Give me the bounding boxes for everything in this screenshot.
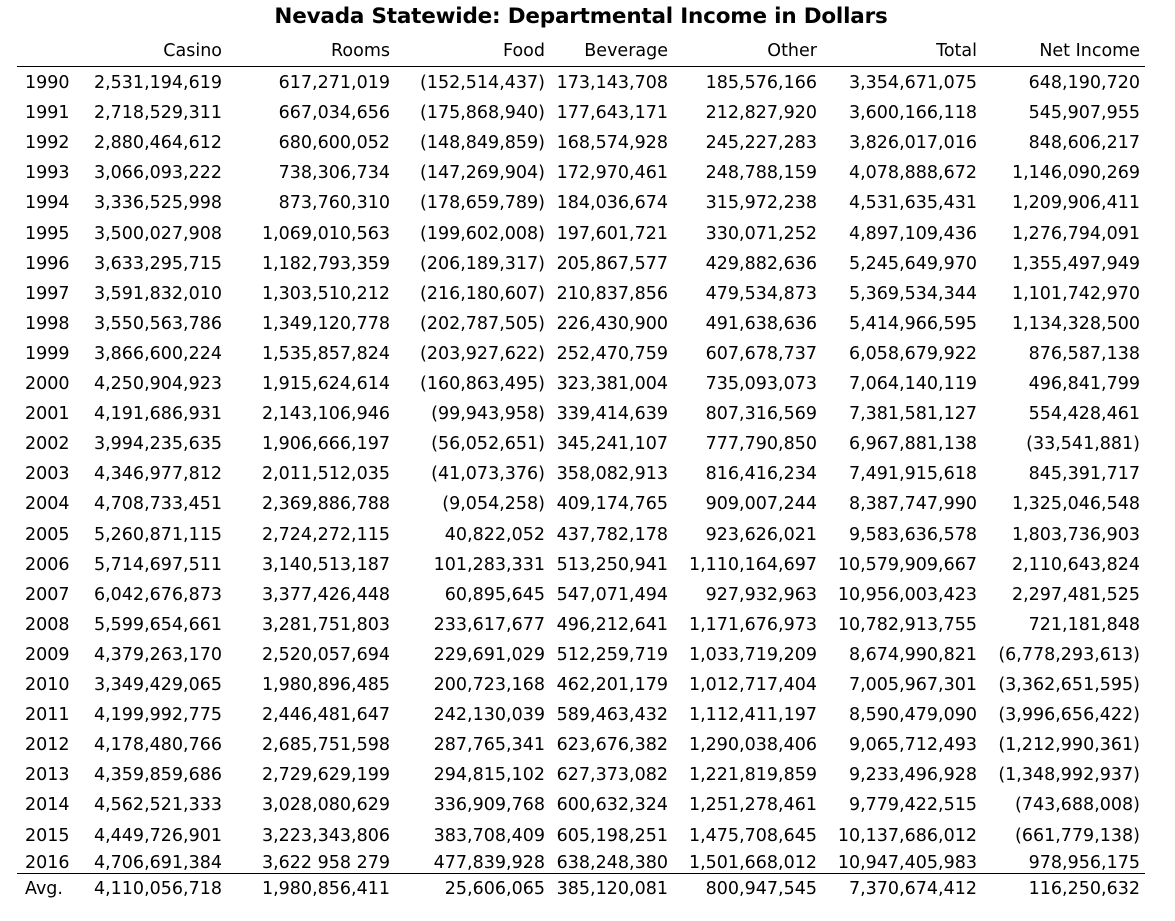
- cell-beverage: 205,867,577: [556, 253, 668, 274]
- table-row: [17, 581, 1145, 609]
- cell-beverage: 226,430,900: [556, 313, 668, 334]
- cell-rooms: 667,034,656: [278, 103, 390, 124]
- cell-beverage: 547,071,494: [556, 584, 668, 605]
- cell-food: 477,839,928: [433, 852, 545, 873]
- cell-food: (216,180,607): [420, 283, 545, 304]
- cell-other: 212,827,920: [705, 103, 817, 124]
- average-cell-other: 800,947,545: [705, 879, 817, 899]
- header-divider: [17, 66, 1145, 67]
- cell-total: 4,078,888,672: [848, 163, 977, 184]
- cell-total: 10,947,405,983: [837, 852, 977, 873]
- cell-year: 2005: [25, 524, 70, 545]
- cell-rooms: 1,915,624,614: [261, 374, 390, 394]
- cell-beverage: 184,036,674: [556, 193, 668, 214]
- cell-casino: 4,250,904,923: [93, 374, 222, 394]
- cell-beverage: 638,248,380: [556, 852, 668, 873]
- average-cell-rooms: 1,980,856,411: [261, 879, 390, 899]
- cell-total: 6,967,881,138: [848, 434, 977, 455]
- average-row: [17, 875, 1145, 903]
- cell-total: 8,387,747,990: [848, 494, 977, 515]
- cell-food: (41,073,376): [431, 464, 545, 485]
- cell-casino: 5,599,654,661: [93, 614, 222, 635]
- cell-net-income: (743,688,008): [1015, 795, 1140, 816]
- cell-other: 1,251,278,461: [688, 795, 817, 816]
- cell-food: 40,822,052: [444, 524, 545, 545]
- table-row: [17, 641, 1145, 669]
- cell-other: 816,416,234: [705, 464, 817, 485]
- cell-food: (147,269,904): [420, 163, 545, 184]
- cell-beverage: 496,212,641: [556, 614, 668, 635]
- cell-other: 1,012,717,404: [688, 675, 817, 695]
- cell-rooms: 1,906,666,197: [261, 434, 390, 455]
- cell-year: 2012: [25, 735, 70, 756]
- cell-food: 294,815,102: [433, 765, 545, 786]
- cell-total: 4,897,109,436: [848, 223, 977, 244]
- table-row: [17, 159, 1145, 187]
- table-row: [17, 430, 1145, 458]
- cell-total: 6,058,679,922: [848, 343, 977, 364]
- header-cell-beverage: Beverage: [584, 41, 668, 61]
- table-row: [17, 250, 1145, 278]
- cell-rooms: 1,069,010,563: [261, 223, 390, 244]
- average-label: Avg.: [25, 879, 63, 899]
- cell-rooms: 680,600,052: [278, 133, 390, 154]
- cell-total: 5,245,649,970: [848, 253, 977, 274]
- table-row: [17, 310, 1145, 338]
- cell-net-income: 978,956,175: [1028, 852, 1140, 873]
- cell-net-income: 1,209,906,411: [1011, 193, 1140, 214]
- cell-other: 330,071,252: [705, 223, 817, 244]
- cell-net-income: 1,803,736,903: [1011, 524, 1140, 545]
- cell-food: (206,189,317): [420, 253, 545, 274]
- cell-year: 2007: [25, 584, 70, 605]
- table-row: [17, 671, 1145, 699]
- cell-food: (199,602,008): [420, 223, 545, 244]
- cell-beverage: 323,381,004: [556, 374, 668, 394]
- cell-food: (56,052,651): [431, 434, 545, 455]
- cell-net-income: (3,362,651,595): [998, 675, 1140, 695]
- cell-net-income: 1,325,046,548: [1011, 494, 1140, 515]
- cell-food: (202,787,505): [420, 313, 545, 334]
- table-row: [17, 551, 1145, 579]
- cell-total: 5,369,534,344: [848, 283, 977, 304]
- cell-total: 7,064,140,119: [848, 374, 977, 394]
- cell-net-income: 2,297,481,525: [1011, 584, 1140, 605]
- cell-rooms: 1,182,793,359: [261, 253, 390, 274]
- cell-net-income: 1,355,497,949: [1011, 253, 1140, 274]
- cell-other: 909,007,244: [705, 494, 817, 515]
- header-cell-food: Food: [503, 41, 545, 61]
- table-row: [17, 280, 1145, 308]
- cell-other: 491,638,636: [705, 313, 817, 334]
- cell-other: 807,316,569: [705, 404, 817, 425]
- cell-food: 242,130,039: [433, 705, 545, 726]
- cell-year: 1996: [25, 253, 70, 274]
- table-row: [17, 460, 1145, 488]
- cell-casino: 4,359,859,686: [93, 765, 222, 786]
- cell-beverage: 512,259,719: [556, 644, 668, 665]
- cell-rooms: 2,446,481,647: [261, 705, 390, 726]
- table-row: [17, 822, 1145, 850]
- cell-casino: 5,714,697,511: [93, 554, 222, 575]
- cell-food: 287,765,341: [433, 735, 545, 756]
- cell-rooms: 3,028,080,629: [261, 795, 390, 816]
- cell-casino: 5,260,871,115: [93, 524, 222, 545]
- cell-net-income: 2,110,643,824: [1011, 554, 1140, 575]
- cell-net-income: 496,841,799: [1028, 374, 1140, 394]
- cell-casino: 3,336,525,998: [93, 193, 222, 214]
- header-cell-net-income: Net Income: [1039, 41, 1140, 61]
- cell-food: 233,617,677: [433, 614, 545, 635]
- cell-rooms: 2,729,629,199: [261, 765, 390, 786]
- cell-year: 2013: [25, 765, 70, 786]
- cell-net-income: (33,541,881): [1026, 434, 1140, 455]
- cell-total: 7,381,581,127: [848, 404, 977, 425]
- cell-rooms: 2,143,106,946: [261, 404, 390, 425]
- cell-other: 315,972,238: [705, 193, 817, 214]
- cell-rooms: 738,306,734: [278, 163, 390, 184]
- table-row: [17, 69, 1145, 97]
- cell-net-income: 648,190,720: [1028, 73, 1140, 93]
- cell-casino: 4,191,686,931: [93, 404, 222, 425]
- cell-total: 9,779,422,515: [848, 795, 977, 816]
- cell-casino: 3,994,235,635: [93, 434, 222, 455]
- header-cell-year: [25, 37, 85, 65]
- cell-net-income: 1,146,090,269: [1011, 163, 1140, 184]
- cell-year: 2014: [25, 795, 70, 816]
- cell-beverage: 513,250,941: [556, 554, 668, 575]
- cell-net-income: 1,134,328,500: [1011, 313, 1140, 334]
- cell-net-income: 1,101,742,970: [1011, 283, 1140, 304]
- cell-total: 3,354,671,075: [848, 73, 977, 93]
- cell-casino: 4,708,733,451: [93, 494, 222, 515]
- cell-net-income: 721,181,848: [1028, 614, 1140, 635]
- cell-casino: 4,199,992,775: [93, 705, 222, 726]
- cell-year: 2002: [25, 434, 70, 455]
- cell-net-income: 848,606,217: [1028, 133, 1140, 154]
- cell-total: 10,782,913,755: [837, 614, 977, 635]
- cell-casino: 2,718,529,311: [93, 103, 222, 124]
- table-row: [17, 400, 1145, 428]
- cell-other: 1,110,164,697: [688, 554, 817, 575]
- cell-other: 1,221,819,859: [688, 765, 817, 786]
- cell-total: 9,065,712,493: [848, 735, 977, 756]
- cell-beverage: 605,198,251: [556, 825, 668, 846]
- cell-other: 185,576,166: [705, 73, 817, 93]
- cell-rooms: 1,980,896,485: [261, 675, 390, 695]
- cell-beverage: 627,373,082: [556, 765, 668, 786]
- cell-year: 2010: [25, 675, 70, 695]
- cell-beverage: 339,414,639: [556, 404, 668, 425]
- cell-food: 60,895,645: [444, 584, 545, 605]
- cell-food: (203,927,622): [420, 343, 545, 364]
- cell-total: 8,674,990,821: [848, 644, 977, 665]
- cell-total: 10,956,003,423: [837, 584, 977, 605]
- cell-year: 1999: [25, 343, 70, 364]
- cell-rooms: 2,685,751,598: [261, 735, 390, 756]
- cell-net-income: (3,996,656,422): [998, 705, 1140, 726]
- cell-food: (175,868,940): [420, 103, 545, 124]
- cell-beverage: 589,463,432: [556, 705, 668, 726]
- table-row: [17, 611, 1145, 639]
- cell-food: (152,514,437): [420, 73, 545, 93]
- cell-casino: 3,550,563,786: [93, 313, 222, 334]
- average-cell-beverage: 385,120,081: [556, 879, 668, 899]
- cell-year: 1997: [25, 283, 70, 304]
- cell-other: 1,112,411,197: [688, 705, 817, 726]
- cell-rooms: 3,223,343,806: [261, 825, 390, 846]
- cell-year: 2015: [25, 825, 70, 846]
- cell-casino: 4,379,263,170: [93, 644, 222, 665]
- header-cell-total: Total: [936, 41, 977, 61]
- table-row: [17, 791, 1145, 819]
- cell-beverage: 210,837,856: [556, 283, 668, 304]
- table-row: [17, 701, 1145, 729]
- cell-beverage: 252,470,759: [556, 343, 668, 364]
- table-row: [17, 370, 1145, 398]
- cell-beverage: 172,970,461: [556, 163, 668, 184]
- cell-beverage: 168,574,928: [556, 133, 668, 154]
- cell-beverage: 623,676,382: [556, 735, 668, 756]
- cell-year: 2011: [25, 705, 70, 726]
- cell-food: (99,943,958): [431, 404, 545, 425]
- cell-other: 777,790,850: [705, 434, 817, 455]
- cell-rooms: 2,369,886,788: [261, 494, 390, 515]
- cell-total: 9,233,496,928: [848, 765, 977, 786]
- cell-other: 245,227,283: [705, 133, 817, 154]
- cell-other: 429,882,636: [705, 253, 817, 274]
- cell-casino: 2,880,464,612: [93, 133, 222, 154]
- cell-net-income: 545,907,955: [1028, 103, 1140, 124]
- cell-total: 4,531,635,431: [848, 193, 977, 214]
- cell-casino: 4,562,521,333: [93, 795, 222, 816]
- cell-year: 1994: [25, 193, 70, 214]
- cell-net-income: (6,778,293,613): [998, 644, 1140, 665]
- cell-total: 9,583,636,578: [848, 524, 977, 545]
- cell-year: 1993: [25, 163, 70, 184]
- cell-rooms: 3,140,513,187: [261, 554, 390, 575]
- cell-rooms: 3,281,751,803: [261, 614, 390, 635]
- cell-total: 8,590,479,090: [848, 705, 977, 726]
- table-row: [17, 189, 1145, 217]
- cell-casino: 4,449,726,901: [93, 825, 222, 846]
- cell-year: 1995: [25, 223, 70, 244]
- cell-food: (9,054,258): [442, 494, 545, 515]
- cell-rooms: 1,535,857,824: [261, 343, 390, 364]
- cell-other: 607,678,737: [705, 343, 817, 364]
- cell-rooms: 2,520,057,694: [261, 644, 390, 665]
- table-row: [17, 99, 1145, 127]
- cell-rooms: 873,760,310: [278, 193, 390, 214]
- cell-net-income: (1,348,992,937): [998, 765, 1140, 786]
- cell-net-income: 554,428,461: [1028, 404, 1140, 425]
- cell-food: 101,283,331: [433, 554, 545, 575]
- cell-total: 10,579,909,667: [837, 554, 977, 575]
- cell-casino: 4,178,480,766: [93, 735, 222, 756]
- cell-casino: 3,500,027,908: [93, 223, 222, 244]
- cell-total: 3,600,166,118: [848, 103, 977, 124]
- table-title: Nevada Statewide: Departmental Income in Dollars: [274, 4, 888, 29]
- cell-year: 1998: [25, 313, 70, 334]
- average-cell-casino: 4,110,056,718: [93, 879, 222, 899]
- cell-casino: 3,066,093,222: [93, 163, 222, 184]
- cell-net-income: 1,276,794,091: [1011, 223, 1140, 244]
- cell-year: 1991: [25, 103, 70, 124]
- cell-year: 2016: [25, 852, 70, 873]
- cell-year: 2000: [25, 374, 70, 394]
- cell-other: 1,475,708,645: [688, 825, 817, 846]
- cell-rooms: 2,011,512,035: [261, 464, 390, 485]
- cell-total: 10,137,686,012: [837, 825, 977, 846]
- cell-beverage: 358,082,913: [556, 464, 668, 485]
- cell-beverage: 437,782,178: [556, 524, 668, 545]
- cell-beverage: 345,241,107: [556, 434, 668, 455]
- cell-year: 2004: [25, 494, 70, 515]
- cell-casino: 6,042,676,873: [93, 584, 222, 605]
- cell-year: 2006: [25, 554, 70, 575]
- cell-other: 1,171,676,973: [688, 614, 817, 635]
- cell-net-income: (1,212,990,361): [998, 735, 1140, 756]
- cell-casino: 4,346,977,812: [93, 464, 222, 485]
- cell-net-income: 876,587,138: [1028, 343, 1140, 364]
- table-row: [17, 490, 1145, 518]
- cell-rooms: 617,271,019: [278, 73, 390, 93]
- cell-beverage: 409,174,765: [556, 494, 668, 515]
- cell-year: 2001: [25, 404, 70, 425]
- average-cell-food: 25,606,065: [444, 879, 545, 899]
- cell-net-income: (661,779,138): [1015, 825, 1140, 846]
- cell-other: 1,501,668,012: [688, 852, 817, 873]
- cell-other: 923,626,021: [705, 524, 817, 545]
- cell-other: 479,534,873: [705, 283, 817, 304]
- cell-year: 1990: [25, 73, 70, 93]
- cell-casino: 3,633,295,715: [93, 253, 222, 274]
- table-row: [17, 340, 1145, 368]
- cell-rooms: 1,303,510,212: [261, 283, 390, 304]
- table-row: [17, 220, 1145, 248]
- cell-food: 383,708,409: [433, 825, 545, 846]
- table-row: [17, 731, 1145, 759]
- cell-year: 2008: [25, 614, 70, 635]
- cell-beverage: 600,632,324: [556, 795, 668, 816]
- cell-other: 735,093,073: [705, 374, 817, 394]
- cell-rooms: 3,622 958 279: [261, 852, 390, 873]
- cell-other: 1,290,038,406: [688, 735, 817, 756]
- cell-year: 2009: [25, 644, 70, 665]
- cell-beverage: 197,601,721: [556, 223, 668, 244]
- cell-food: 200,723,168: [433, 675, 545, 695]
- cell-food: (178,659,789): [420, 193, 545, 214]
- cell-casino: 3,866,600,224: [93, 343, 222, 364]
- cell-beverage: 462,201,179: [556, 675, 668, 695]
- cell-other: 927,932,963: [705, 584, 817, 605]
- cell-total: 7,491,915,618: [848, 464, 977, 485]
- average-divider: [17, 873, 1145, 874]
- table-row: [17, 129, 1145, 157]
- cell-other: 1,033,719,209: [688, 644, 817, 665]
- cell-food: (148,849,859): [420, 133, 545, 154]
- cell-net-income: 845,391,717: [1028, 464, 1140, 485]
- cell-food: 336,909,768: [433, 795, 545, 816]
- average-cell-total: 7,370,674,412: [848, 879, 977, 899]
- cell-casino: 3,591,832,010: [93, 283, 222, 304]
- cell-year: 2003: [25, 464, 70, 485]
- cell-casino: 4,706,691,384: [93, 852, 222, 873]
- cell-food: (160,863,495): [420, 374, 545, 394]
- header-row: [17, 37, 1145, 65]
- table-row: [17, 761, 1145, 789]
- cell-beverage: 177,643,171: [556, 103, 668, 124]
- cell-food: 229,691,029: [433, 644, 545, 665]
- table-row: [17, 521, 1145, 549]
- cell-rooms: 1,349,120,778: [261, 313, 390, 334]
- cell-other: 248,788,159: [705, 163, 817, 184]
- cell-casino: 2,531,194,619: [93, 73, 222, 93]
- cell-beverage: 173,143,708: [556, 73, 668, 93]
- cell-rooms: 2,724,272,115: [261, 524, 390, 545]
- cell-total: 5,414,966,595: [848, 313, 977, 334]
- header-cell-rooms: Rooms: [331, 41, 390, 61]
- header-cell-other: Other: [767, 41, 817, 61]
- cell-casino: 3,349,429,065: [93, 675, 222, 695]
- cell-rooms: 3,377,426,448: [261, 584, 390, 605]
- header-cell-casino: Casino: [163, 41, 222, 61]
- average-cell-net-income: 116,250,632: [1028, 879, 1140, 899]
- cell-total: 3,826,017,016: [848, 133, 977, 154]
- cell-total: 7,005,967,301: [848, 675, 977, 695]
- cell-year: 1992: [25, 133, 70, 154]
